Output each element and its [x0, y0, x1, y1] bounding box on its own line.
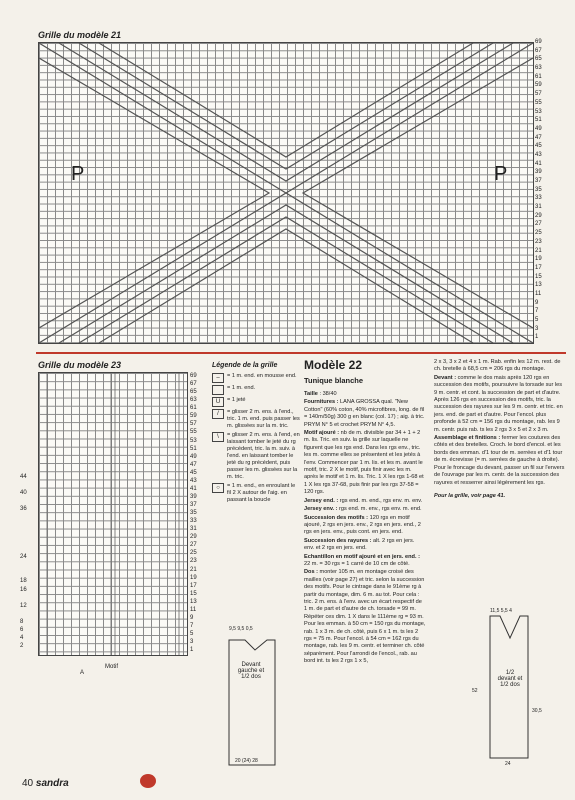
row-number: 31 [535, 204, 542, 211]
row-number: 45 [190, 469, 197, 476]
row-number: 63 [535, 65, 542, 72]
paragraph [304, 498, 426, 505]
schema-right-lower: 30,5 [532, 708, 542, 714]
modele22-taille: Taille : 38/40 [304, 391, 337, 397]
legend-items [212, 373, 300, 504]
row-number: 67 [190, 381, 197, 388]
schema-left-top: 9,5 9,5 0,5 [229, 626, 253, 632]
row-number: 23 [190, 558, 197, 565]
legend-item [212, 373, 300, 383]
paragraph-label: Assemblage et finitions : [434, 435, 501, 442]
row-number: 45 [535, 143, 542, 150]
paragraph-label: Fournitures : [304, 399, 339, 406]
modele22-column [304, 358, 426, 773]
row-number: 59 [535, 82, 542, 89]
row-number: 53 [190, 437, 197, 444]
row-number: 35 [190, 510, 197, 517]
row-number: 2 [20, 642, 24, 649]
paragraph [304, 515, 426, 537]
legend-symbol-icon [212, 385, 224, 395]
schema-left-drawing [215, 620, 290, 770]
legend-item [212, 385, 300, 395]
row-number: 25 [535, 230, 542, 237]
chart23-grid [38, 372, 188, 656]
paragraph [304, 399, 426, 429]
row-number: 67 [535, 47, 542, 54]
legend [212, 362, 300, 506]
row-number: 7 [535, 308, 539, 315]
paragraph-label: Motif ajouré : [304, 430, 340, 437]
row-number: 17 [190, 582, 197, 589]
row-number: 23 [535, 238, 542, 245]
chart23-motif-label: Motif [105, 664, 119, 670]
row-number: 55 [535, 99, 542, 106]
row-number: 9 [190, 614, 194, 621]
row-number: 1 [535, 334, 539, 341]
paragraph [304, 554, 426, 569]
row-number: 47 [535, 134, 542, 141]
legend-text: = 1 m. end. en mousse end. [227, 373, 297, 379]
legend-text: = 1 m. end., en enroulant le fil 2 X autour de l'aig. en passant la boucle [227, 483, 296, 503]
paragraph-label: Jersey end. : [304, 497, 339, 504]
chart21-pattern [39, 43, 533, 343]
legend-item [212, 409, 300, 430]
paragraph-text: comme le dos mais après 120 rgs en succession des motifs, poursuivre la torsade sur les 9 m. centr. et cont. la succession de part et d'autre. Après 126 rgs en succession des motifs, tric. la succession des rayures sur les 9 m. centr. et tric. en jers. end. de part et d'autre. Pour l'encol. plus profonde à 52 cm = 156 rgs du montage, rab. les 9 m. centr. puis rab. ts les 2 rgs 3 x 5 et 2 x 3 m. [434, 374, 563, 433]
row-number: 44 [20, 473, 27, 480]
paragraph [434, 375, 566, 434]
row-number: 31 [190, 526, 197, 533]
paragraph-text: 2 x 3, 3 x 2 et 4 x 1 m. Rab. enfin les 12 m. rest. de ch. bretelle à 68,5 cm = 206 rgs du montage. [434, 359, 561, 373]
row-number: 3 [535, 325, 539, 332]
paragraph-text: rgs end. m. env., rgs env. m. end. [337, 506, 422, 513]
chart23-arrow-label: A [80, 670, 85, 676]
row-number: 25 [190, 550, 197, 557]
row-number: 5 [535, 317, 539, 323]
page-number: 40 [22, 778, 34, 789]
row-number: 39 [190, 493, 197, 500]
row-number: 15 [535, 273, 542, 280]
row-number: 49 [535, 125, 542, 132]
col3-paragraphs [434, 359, 566, 487]
chart21-title: Grille du modèle 21 [38, 30, 122, 40]
paragraph-text: 22 m. = 30 rgs = 1 carré de 10 cm de côté. [304, 560, 410, 567]
row-number: 53 [535, 108, 542, 115]
paragraph [304, 569, 426, 665]
row-number: 39 [535, 169, 542, 176]
legend-symbol-icon: – [212, 373, 224, 383]
brand: sandra [35, 778, 69, 789]
chart21-row-numbers [535, 38, 565, 342]
row-number: 69 [535, 39, 542, 45]
schema-left [215, 620, 290, 770]
paragraph-label: Succession des rayures : [304, 537, 372, 544]
row-number: 11 [190, 606, 197, 613]
row-number: 41 [535, 160, 542, 167]
paragraph [304, 506, 426, 513]
section-divider [36, 352, 566, 354]
paragraph-text: LANA GROSSA qual. "New Cotton" (60% coton, 40% microfibres, long. de fil = 140m/50g) 300 g en blanc (col. 17) ; aig. à tric. PRYM N° 5 et crochet PRYM N° 4,5. [304, 399, 425, 428]
row-number: 43 [190, 477, 197, 484]
ladybug-icon [140, 774, 156, 788]
row-number: 69 [190, 373, 197, 379]
row-number: 13 [535, 282, 542, 289]
paragraph-label: Devant : [434, 374, 457, 381]
row-number: 1 [190, 647, 194, 654]
paragraph-text: fermer les coutures des côtés et des bretelles. Croch. le bord d'encol. et les bords des emman. d'1 tour de m. serrées et d'1 tour de m. écrevisse (= m. serrées de gauche à droite). Pour le froncage du devant, passer un fil sur l'envers de l'ouvrage par les m. centr. de la succession des rayures et resserrer ainsi légèrement les rgs. [434, 435, 565, 486]
legend-text: = 1 jeté [227, 397, 246, 403]
modele22-subtitle: Tunique blanche [304, 376, 364, 385]
row-number: 4 [20, 634, 24, 641]
legend-symbol-icon: ○ [212, 483, 224, 493]
row-number: 37 [190, 502, 197, 508]
schema-right-drawing [450, 608, 560, 773]
grille-ref: Pour la grille, voir page 41. [434, 492, 506, 499]
legend-symbol-icon: \ [212, 432, 224, 442]
row-number: 27 [190, 542, 197, 549]
row-number: 8 [20, 618, 24, 625]
row-number: 24 [20, 554, 27, 561]
row-number: 65 [535, 56, 542, 63]
legend-text: = 1 m. end. [227, 385, 256, 391]
row-number: 57 [535, 91, 542, 98]
row-number: 35 [535, 186, 542, 193]
paragraph-label: Dos : [304, 569, 318, 576]
paragraph-text: nb de m. divisible par 34 + 1 + 2 m. lis. Tric. en suiv. la grille sur laquelle ne figurent que les rgs end. Dans les rgs env., tric. les m. comme elles se présentent et les jetés à l'env. Commencer par 1 m. lis. et les m. avant le motif, tric. 2 X le motif, puis finir avec les m. après le motif et 1 m. lis. Tric. 1 X les rgs 1-68 et 1 X les rgs 37-68, puis finir par les rgs 37-58 = 120 rgs. [304, 430, 424, 496]
legend-text: = glisser 2 m. ens. à l'end, en laissant tomber le jeté du rg précédent, tric. la m. suiv. à l'end. en laissant tomber le jeté du rg précédent, puis passer les m. glissées sur la m. tric. [227, 432, 300, 480]
modele22-title: Modèle 22 [304, 358, 363, 372]
row-number: 57 [190, 421, 197, 428]
row-number: 47 [190, 461, 197, 468]
paragraph [434, 435, 566, 487]
footer [22, 778, 69, 789]
paragraph-label: Succession des motifs : [304, 514, 369, 521]
schema-right-height: 52 [472, 688, 478, 694]
schema-right-width: 24 [505, 761, 511, 767]
row-number: 3 [190, 639, 194, 646]
col3 [434, 358, 566, 500]
row-number: 21 [190, 566, 197, 573]
row-number: 19 [535, 256, 542, 263]
chart23-left-numbers [20, 372, 36, 654]
legend-item [212, 483, 300, 504]
legend-symbol-icon: U [212, 397, 224, 407]
row-number: 5 [190, 631, 194, 637]
paragraph-label: Echantillon en motif ajouré et en jers. end. : [304, 553, 420, 560]
row-number: 13 [190, 598, 197, 605]
schema-right [450, 608, 560, 773]
row-number: 19 [190, 574, 197, 581]
row-number: 15 [190, 590, 197, 597]
row-number: 61 [535, 73, 542, 80]
chart23-title: Grille du modèle 23 [38, 360, 122, 370]
row-number: 49 [190, 453, 197, 460]
row-number: 51 [535, 117, 542, 124]
row-number: 9 [535, 299, 539, 306]
schema-right-label: 1/2 devant et 1/2 dos [497, 670, 523, 688]
chart23-right-numbers [190, 372, 206, 654]
row-number: 7 [190, 622, 194, 629]
paragraph-text: monter 105 m. en montage croisé des mailles (voir page 27) et tric. selon la succession des motifs. Pour le cintrage dans le 91ème rg à partir du montage, dim. 6 m. au tot. Pour cela : tric. 2 m. ens. à l'env. avec un écart respectif de 1 m. de part et d'autre de ch. torsade = 99 m. Répéter ces dim. 1 X dans le 111ème rg = 93 m. Pour les emman. à 50 cm = 150 rgs du montage, rab. 1 x 3 m. de ch. côté, puis 6 x 1 m. ts les 2 rgs = 75 m. Pour l'encol. à 54 cm = 162 rgs du montage, rab. les 9 m. centr. et terminer ch. côté séparément. Pour l'arrondi de l'encol., rab. au bord int. ts les 2 rgs 1 x 5, [304, 569, 426, 665]
legend-item [212, 397, 300, 407]
row-number: 12 [20, 602, 27, 609]
schema-right-top: 11,5 5,5 4 [490, 608, 512, 614]
legend-title: Légende de la grille [212, 362, 278, 369]
row-number: 36 [20, 505, 27, 512]
row-number: 11 [535, 290, 542, 297]
modele22-paragraphs [304, 399, 426, 665]
row-number: 55 [190, 429, 197, 436]
row-number: 65 [190, 389, 197, 396]
paragraph-label: Jersey env. : [304, 506, 338, 513]
row-number: 16 [20, 586, 27, 593]
row-number: 18 [20, 578, 27, 585]
row-number: 33 [190, 518, 197, 525]
row-number: 41 [190, 485, 197, 492]
chart21-p-right: P [494, 163, 508, 185]
row-number: 33 [535, 195, 542, 202]
row-number: 6 [20, 626, 24, 633]
chart21-p-left: P [71, 163, 85, 185]
chart21-grid [38, 42, 534, 344]
row-number: 63 [190, 397, 197, 404]
row-number: 27 [535, 221, 542, 228]
legend-text: = glisser 2 m. ens. à l'end., tric. 1 m. end. puis passer les m. glissées sur la m. tric. [227, 409, 300, 429]
chart23-pattern [39, 373, 187, 655]
row-number: 29 [190, 534, 197, 541]
schema-left-label: Devant gauche et 1/2 dos [237, 662, 265, 680]
row-number: 17 [535, 264, 542, 271]
row-number: 61 [190, 405, 197, 412]
paragraph-text: rgs end. m. end., rgs env. m. env. [338, 497, 423, 504]
paragraph-text: alt. 2 rgs en jers. env. et 2 rgs en jers. end. [304, 537, 415, 552]
row-number: 37 [535, 178, 542, 184]
row-number: 29 [535, 212, 542, 219]
row-number: 43 [535, 151, 542, 158]
paragraph [304, 430, 426, 497]
row-number: 59 [190, 413, 197, 420]
row-number: 21 [535, 247, 542, 254]
row-number: 40 [20, 489, 27, 496]
row-number: 51 [190, 445, 197, 452]
paragraph [304, 538, 426, 553]
legend-item [212, 432, 300, 481]
schema-left-bottom: 20 (24) 28 [235, 758, 258, 764]
paragraph [434, 359, 566, 374]
paragraph-text: 120 rgs en motif ajouré, 2 rgs en jers. env., 2 rgs en jers. end., 2 rgs en jers. env., puis cont. en jers. end. [304, 514, 421, 536]
legend-symbol-icon: / [212, 409, 224, 419]
